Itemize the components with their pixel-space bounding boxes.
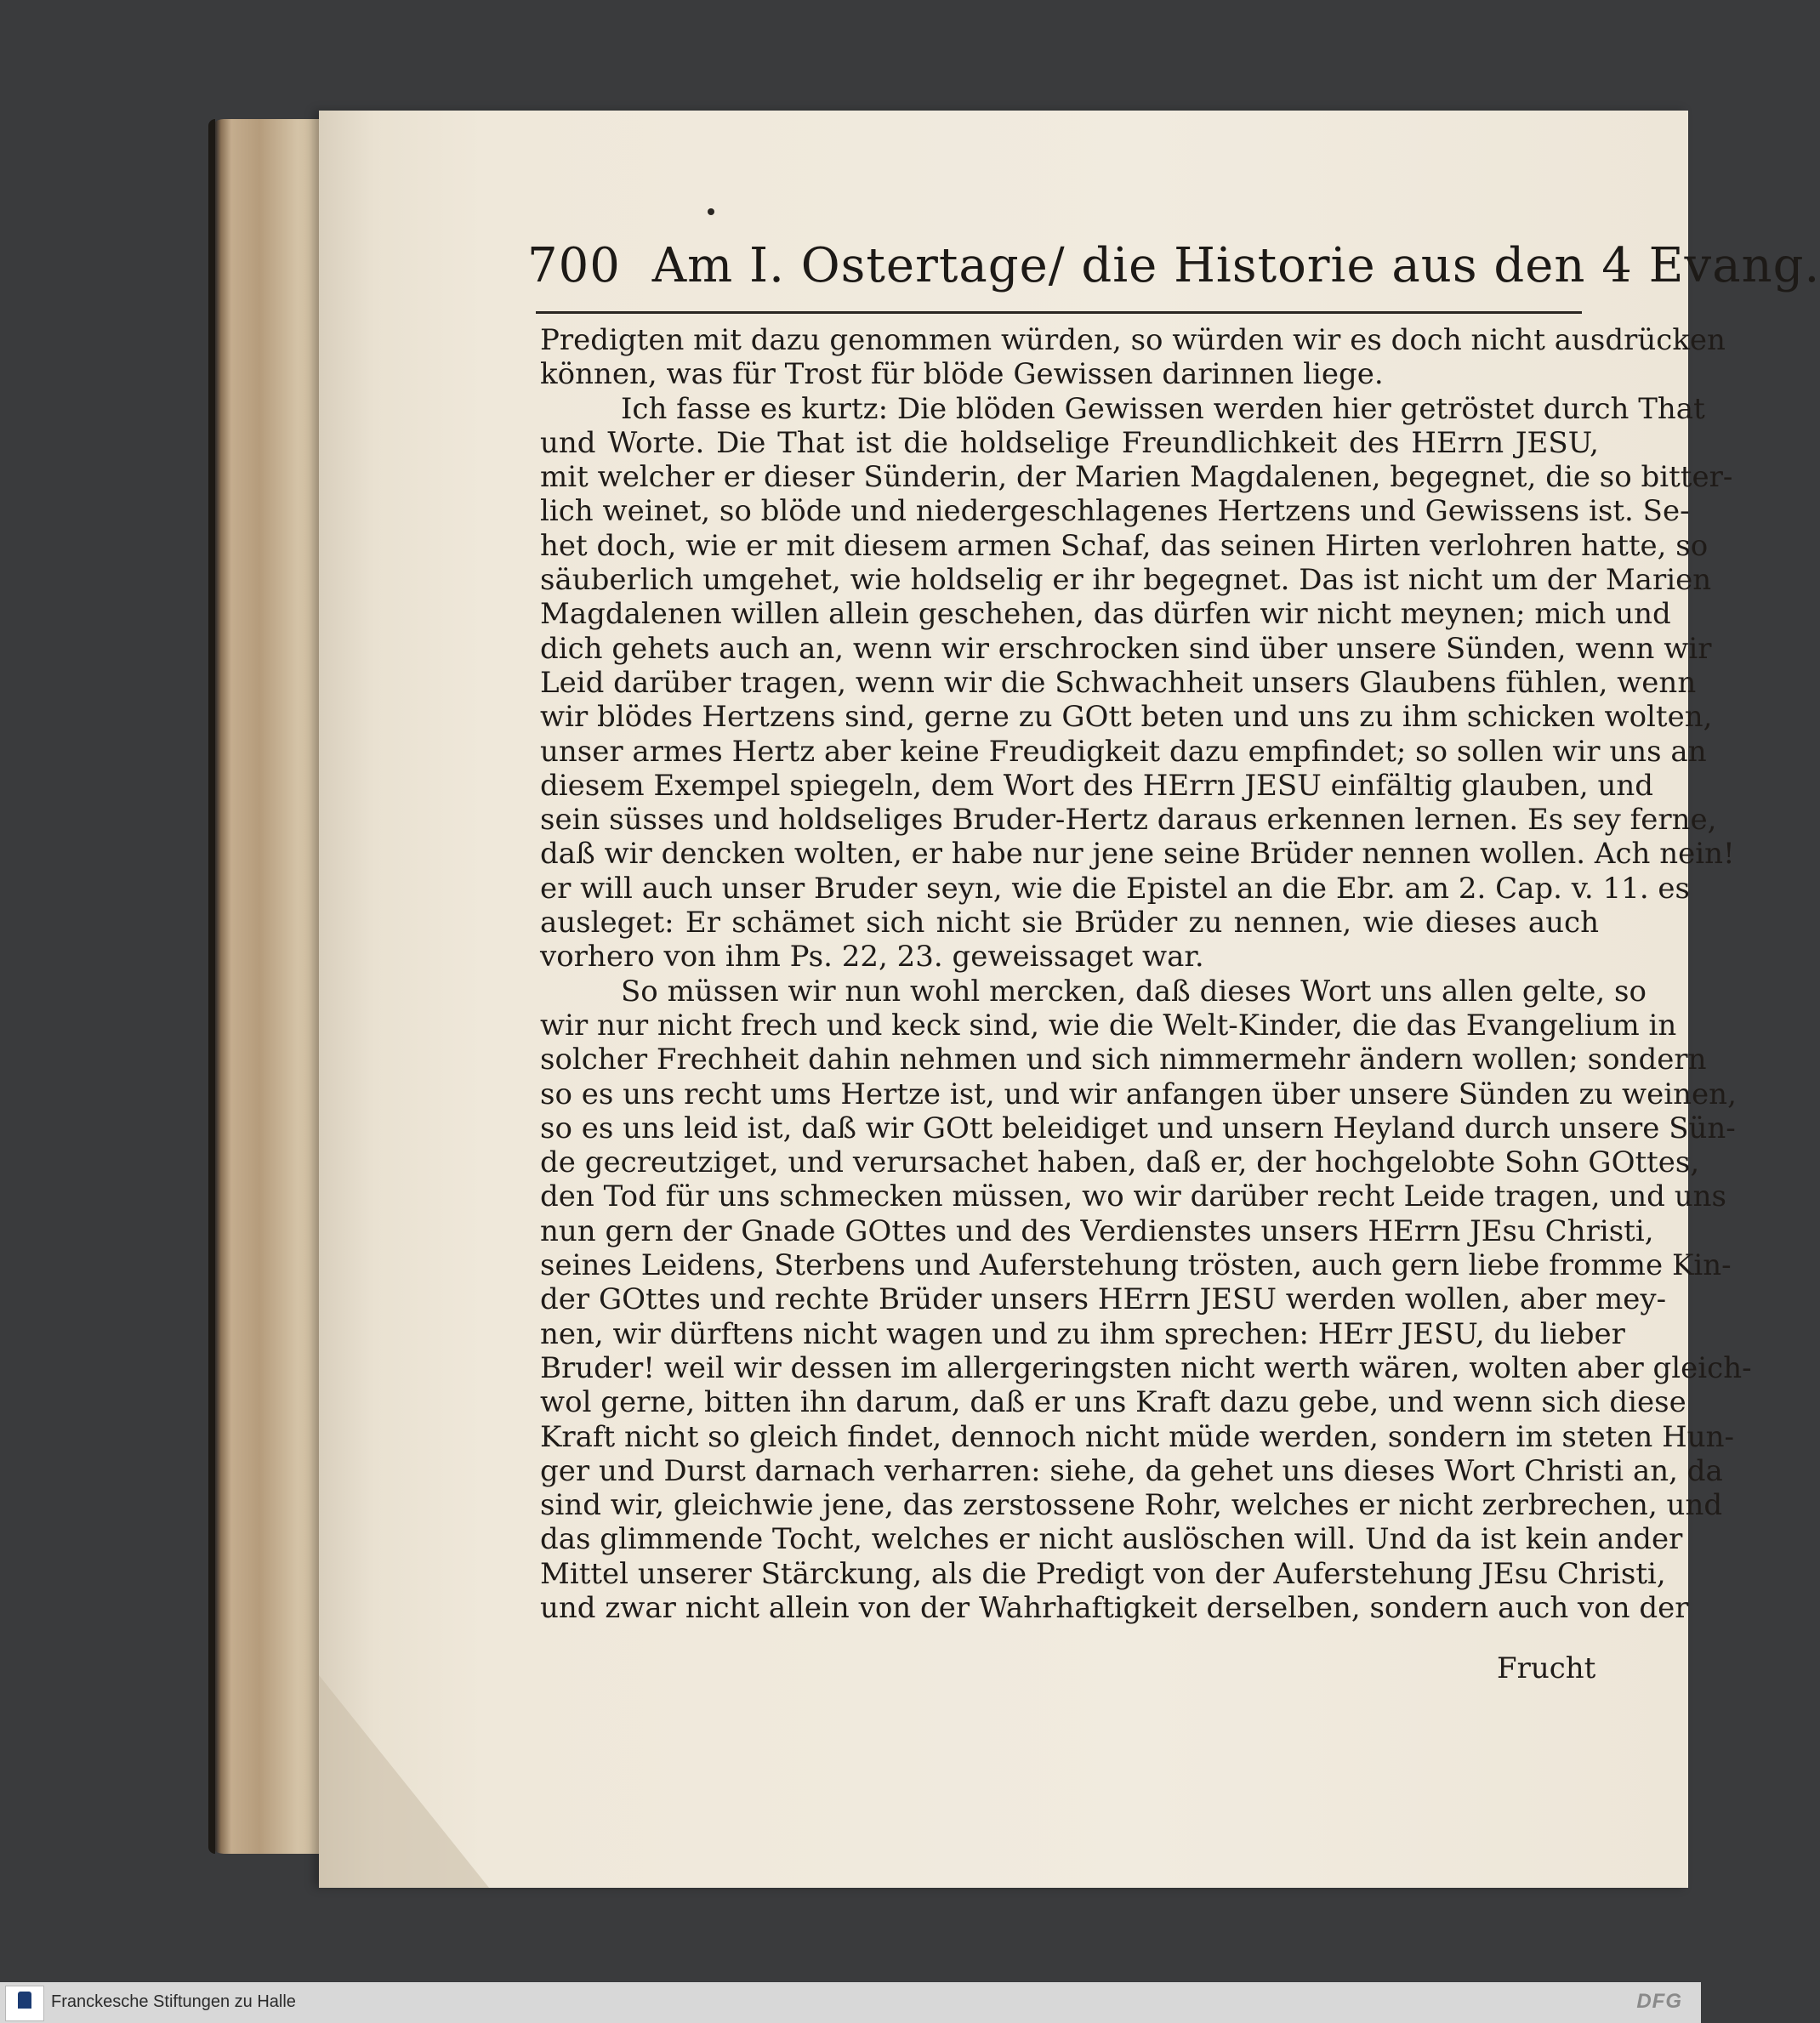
text-line: Kraft nicht so gleich findet, dennoch nicht müde werden, sondern im steten Hun- [540, 1419, 1735, 1454]
text-line: sein süsses und holdseliges Bruder-Hertz daraus erkennen lernen. Es sey ferne, [540, 803, 1717, 838]
page-header [527, 238, 1820, 315]
text-line: ger und Durst darnach verharren: siehe, da gehet uns dieses Wort Christi an, da [540, 1453, 1723, 1488]
text-line: seines Leidens, Sterbens und Auferstehung trösten, auch gern liebe fromme Kin- [540, 1248, 1732, 1283]
text-line: Mittel unserer Stärckung, als die Predigt von der Auferstehung JEsu Christi, [540, 1556, 1666, 1591]
text-line: und zwar nicht allein von der Wahrhaftigkeit derselben, sondern auch von der [540, 1590, 1689, 1625]
text-line: Magdalenen willen allein geschehen, das dürfen wir nicht meynen; mich und [540, 597, 1671, 632]
text-line: het doch, wie er mit diesem armen Schaf, das seinen Hirten verlohren hatte, so [540, 528, 1709, 563]
institution-logo [5, 1986, 44, 2021]
text-line: er will auch unser Bruder seyn, wie die Epistel an die Ebr. am 2. Cap. v. 11. es [540, 871, 1690, 906]
text-line: ausleget: Er schämet sich nicht sie Brüder zu nennen, wie dieses auch [540, 906, 1599, 940]
text-line: sind wir, gleichwie jene, das zerstossene Rohr, welches er nicht zerbrechen, und [540, 1488, 1723, 1523]
dfg-logo: DFG [1636, 1990, 1682, 2013]
text-line: können, was für Trost für blöde Gewissen darinnen liege. [540, 357, 1384, 392]
text-line: nen, wir dürftens nicht wagen und zu ihm sprechen: HErr JESU, du lieber [540, 1316, 1625, 1351]
page-number: 700 [527, 238, 621, 293]
catchword: Frucht [1497, 1651, 1596, 1685]
text-line: Predigten mit dazu genommen würden, so würden wir es doch nicht ausdrücken [540, 323, 1726, 357]
book-spine [208, 119, 215, 1854]
text-line: So müssen wir nun wohl mercken, daß dieses Wort uns allen gelte, so [621, 974, 1647, 1009]
text-line: lich weinet, so blöde und niedergeschlagenes Hertzens und Gewissens ist. Se- [540, 494, 1690, 529]
text-line: Bruder! weil wir dessen im allergeringsten nicht werth wären, wolten aber gleich- [540, 1350, 1752, 1385]
text-line: Leid darüber tragen, wenn wir die Schwachheit unsers Glaubens fühlen, wenn [540, 665, 1697, 700]
text-line: wol gerne, bitten ihn darum, daß er uns Kraft dazu gebe, und wenn sich diese [540, 1385, 1686, 1420]
text-line: solcher Frechheit dahin nehmen und sich nimmermehr ändern wollen; sondern [540, 1043, 1707, 1077]
text-line: säuberlich umgehet, wie holdselig er ihr begegnet. Das ist nicht um der Marien [540, 563, 1712, 598]
text-line: vorhero von ihm Ps. 22, 23. geweissaget war. [540, 940, 1204, 975]
text-line: unser armes Hertz aber keine Freudigkeit dazu empfindet; so sollen wir uns an [540, 734, 1707, 769]
text-line: de gecreutziget, und verursachet haben, daß er, der hochgelobte Sohn GOttes, [540, 1145, 1700, 1180]
text-line: das glimmende Tocht, welches er nicht auslöschen will. Und da ist kein ander [540, 1522, 1683, 1557]
text-line: der GOttes und rechte Brüder unsers HErrn JESU werden wollen, aber mey- [540, 1282, 1667, 1317]
text-line: mit welcher er dieser Sünderin, der Marien Magdalenen, begegnet, die so bitter- [540, 460, 1733, 495]
text-line: diesem Exempel spiegeln, dem Wort des HErrn JESU einfältig glauben, und [540, 768, 1654, 803]
running-head: Am I. Ostertage/ die Historie aus den 4 Evang. [651, 238, 1820, 293]
institution-name: Franckesche Stiftungen zu Halle [51, 1992, 296, 2011]
text-line: wir blödes Hertzens sind, gerne zu GOtt beten und uns zu ihm schicken wolten, [540, 700, 1713, 735]
header-rule [536, 311, 1582, 314]
footer-bar [0, 1982, 1701, 2023]
text-line: Ich fasse es kurtz: Die blöden Gewissen werden hier getröstet durch That [621, 391, 1705, 426]
ink-dot [708, 208, 714, 215]
text-line: wir nur nicht frech und keck sind, wie die Welt-Kinder, die das Evangelium in [540, 1008, 1677, 1043]
book-page-edges [208, 119, 336, 1854]
text-line: so es uns leid ist, daß wir GOtt beleidiget und unsern Heyland durch unsere Sün- [540, 1111, 1736, 1145]
body-text [540, 323, 1752, 1625]
text-line: daß wir dencken wolten, er habe nur jene seine Brüder nennen wollen. Ach nein! [540, 837, 1735, 872]
text-line: den Tod für uns schmecken müssen, wo wir darüber recht Leide tragen, und uns [540, 1179, 1726, 1214]
page-fold [319, 1675, 489, 1888]
building-icon [18, 1992, 31, 2009]
text-line: dich gehets auch an, wenn wir erschrocken sind über unsere Sünden, wenn wir [540, 631, 1712, 666]
text-line: so es uns recht ums Hertze ist, und wir anfangen über unsere Sünden zu weinen, [540, 1077, 1737, 1111]
text-line: nun gern der Gnade GOttes und des Verdienstes unsers HErrn JEsu Christi, [540, 1213, 1654, 1248]
text-line: und Worte. Die That ist die holdselige Freundlichkeit des HErrn JESU, [540, 425, 1599, 460]
